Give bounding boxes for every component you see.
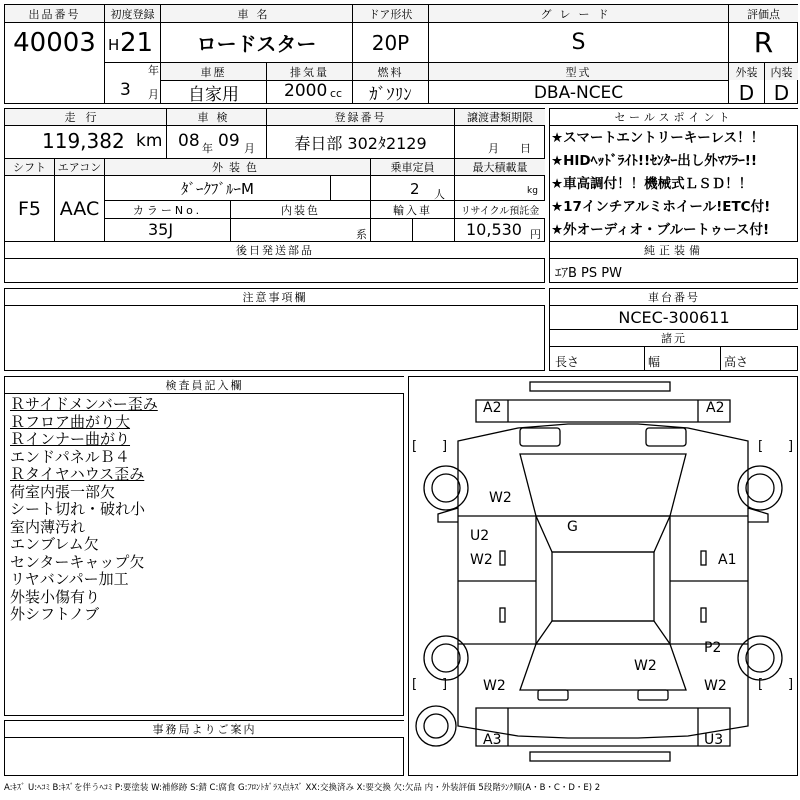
- height-label: 高さ: [724, 355, 749, 369]
- right-headlight: [646, 428, 686, 446]
- displacement-label: 排気量: [267, 63, 352, 80]
- int-color-unit: 系: [356, 228, 367, 241]
- mark-door-left-2: W2: [470, 552, 493, 568]
- history: 自家用: [188, 85, 239, 105]
- mark-front-left: A2: [483, 400, 502, 416]
- score-label: 評価点: [729, 5, 798, 22]
- plate-label: 登録番号: [267, 109, 454, 125]
- door-type: 20P: [371, 30, 410, 55]
- int-score: D: [773, 80, 790, 105]
- capacity-unit: 人: [434, 188, 445, 201]
- load-label: 最大積載量: [455, 159, 545, 175]
- caution-label: 注意事項欄: [5, 289, 545, 305]
- front-bumper-top: [530, 382, 670, 391]
- inspector-notes: [10, 396, 158, 624]
- windshield: [536, 516, 670, 552]
- inspection-month: 09: [218, 131, 240, 151]
- mark-rear-right-1: P2: [704, 640, 722, 656]
- mark-door-left-1: U2: [470, 528, 490, 544]
- inspector-note: エンドパネルＢ４: [10, 447, 130, 466]
- ext-color-label: 外装色: [105, 159, 370, 175]
- mark-rear-right-2: W2: [704, 678, 727, 694]
- rear-left-wheel: [424, 636, 468, 680]
- recycle-label: リサイクル預託金: [455, 201, 545, 218]
- later-parts-label: 後日発送部品: [5, 242, 545, 258]
- transfer-label: 譲渡書類期限: [455, 109, 545, 125]
- inspection-year-unit: 年: [202, 142, 213, 155]
- equipment: ｴｱB PS PW: [555, 266, 622, 281]
- recycle-unit: 円: [530, 228, 541, 241]
- trunk: [520, 644, 686, 690]
- left-headlight: [520, 428, 560, 446]
- color-no: 35J: [148, 220, 174, 239]
- rear-right-wheel: [738, 636, 782, 680]
- shift-label: シフト: [5, 159, 54, 175]
- load-unit: kg: [527, 186, 538, 196]
- month-unit: 月: [148, 88, 159, 101]
- inspector-note: 外装小傷有り: [10, 587, 101, 606]
- mark-rear-left: W2: [483, 678, 506, 694]
- inspector-note: シート切れ・破れ小: [10, 500, 146, 518]
- ext-score-label: 外装: [729, 63, 764, 80]
- svg-text:]: ]: [788, 439, 794, 454]
- recycle-fee: 10,530: [466, 220, 522, 239]
- ext-score: D: [738, 80, 755, 105]
- mark-trunk: W2: [634, 658, 657, 674]
- int-color-label: 内装色: [231, 201, 370, 218]
- hood: [520, 454, 686, 516]
- transfer-month-unit: 月: [488, 142, 499, 155]
- roof: [552, 552, 654, 621]
- mileage: 119,382: [42, 129, 125, 153]
- inspector-note: Ｒタイヤハウス歪み: [10, 465, 145, 483]
- inspector-note: Ｒサイドメンバー歪み: [10, 395, 158, 413]
- model-label: 型式: [429, 63, 728, 80]
- length-label: 長さ: [555, 355, 580, 369]
- mark-bumper-left: A3: [483, 732, 502, 748]
- sales-point: ★HIDﾍｯﾄﾞﾗｲﾄ!!ｾﾝﾀｰ出し外ﾏﾌﾗｰ!!: [551, 153, 758, 169]
- grade: S: [571, 30, 586, 55]
- air-conditioner: AAC: [59, 197, 100, 220]
- inspection-label: 車検: [167, 109, 266, 125]
- svg-text:]: ]: [442, 677, 448, 692]
- svg-text:]: ]: [788, 677, 794, 692]
- rear-glass: [536, 621, 670, 644]
- inspector-label: 検査員記入欄: [5, 377, 404, 393]
- fuel-label: 燃料: [353, 63, 428, 80]
- mark-glass: G: [567, 519, 578, 535]
- capacity: 2: [410, 180, 420, 198]
- chassis-number: NCEC-300611: [618, 308, 730, 327]
- ac-label: エアコン: [55, 159, 104, 175]
- mileage-label: 走行: [5, 109, 166, 125]
- mileage-unit: km: [136, 131, 163, 151]
- inspector-note: Ｒインナー曲がり: [10, 430, 131, 448]
- history-label: 車歴: [161, 63, 266, 80]
- lot-no-label: 出品番号: [5, 5, 104, 22]
- width-label: 幅: [648, 355, 661, 369]
- first-reg-year: 21: [120, 28, 154, 58]
- sales-point: ★車高調付！！機械式ＬＳＤ！！: [551, 176, 753, 192]
- rear-bumper: [476, 708, 730, 746]
- legend: A:ｷｽﾞ U:ﾍｺﾐ B:ｷｽﾞを伴うﾍｺﾐ P:要塗装 W:補修跡 S:錆 C:腐食 G:ﾌﾛﾝﾄｶﾞﾗｽ点ｷｽﾞ XX:交換済み X:要交換 欠:欠品 内・外装評価 5段階ﾗﾝｸ順(A・B・C・D・E) 2: [4, 783, 601, 793]
- int-score-label: 内装: [765, 63, 798, 80]
- front-right-wheel: [738, 466, 782, 510]
- sales-point: ★スマートエントリーキーレス！！: [551, 130, 765, 146]
- svg-text:[: [: [758, 677, 764, 692]
- displacement: 2000: [284, 81, 328, 101]
- office-label: 事務局よりご案内: [5, 721, 404, 737]
- mark-bumper-right: U3: [704, 732, 724, 748]
- svg-text:[: [: [412, 677, 418, 692]
- capacity-label: 乗車定員: [371, 159, 454, 175]
- front-bumper: [476, 400, 730, 422]
- era: H: [108, 36, 120, 54]
- sales-points-list: [551, 127, 798, 242]
- sales-point: ★外オーディオ・ブルートゥース付!: [551, 222, 770, 238]
- inspector-note: リヤバンパー加工: [10, 570, 129, 588]
- right-doors: [670, 516, 748, 644]
- sales-point: ★17インチアルミホイール!ETC付!: [551, 199, 771, 215]
- ext-color: ﾀﾞｰｸﾌﾞﾙｰM: [181, 179, 254, 198]
- inspector-note: 室内薄汚れ: [10, 517, 86, 536]
- inspection-year: 08: [178, 131, 200, 151]
- first-reg-month: 3: [120, 80, 131, 100]
- spare-wheel: [416, 706, 456, 746]
- inspector-note: センターキャップ欠: [10, 552, 145, 571]
- chassis-label: 車台番号: [550, 289, 798, 305]
- svg-text:[: [: [412, 439, 418, 454]
- overall-score: R: [753, 26, 774, 59]
- shift: F5: [17, 197, 42, 220]
- plate-number: 春日部 302ﾀ2129: [294, 133, 427, 153]
- inspector-note: 外シフトノブ: [10, 605, 100, 623]
- inspector-note: 荷室内張一部欠: [10, 482, 116, 501]
- mark-door-right: A1: [718, 552, 737, 568]
- svg-text:[: [: [758, 439, 764, 454]
- lot-number: 40003: [13, 28, 96, 58]
- svg-text:]: ]: [442, 439, 448, 454]
- dims-label: 諸元: [550, 330, 798, 346]
- mark-front-right: A2: [706, 400, 725, 416]
- fuel: ｶﾞｿﾘﾝ: [369, 85, 412, 105]
- inspector-note: Ｒフロア曲がり大: [10, 412, 131, 431]
- grade-label: グレード: [429, 5, 728, 22]
- color-no-label: カラーNo.: [105, 201, 230, 218]
- first-reg-label: 初度登録: [105, 5, 160, 22]
- model: DBA-NCEC: [533, 82, 624, 103]
- inspection-month-unit: 月: [244, 142, 255, 155]
- car-diagram: [408, 376, 798, 776]
- car-name: ロードスター: [196, 32, 317, 56]
- front-left-wheel: [424, 466, 468, 510]
- displacement-unit: cc: [330, 87, 343, 100]
- sales-points-label: セールスポイント: [550, 109, 798, 125]
- transfer-day-unit: 日: [520, 142, 531, 155]
- import-label: 輸入車: [371, 201, 454, 218]
- mark-hood-left: W2: [489, 490, 512, 506]
- year-unit: 年: [148, 64, 159, 77]
- equipment-label: 純正装備: [550, 242, 798, 258]
- inspector-note: エンブレム欠: [10, 535, 99, 553]
- door-label: ドア形状: [353, 5, 428, 22]
- car-name-label: 車名: [161, 5, 352, 22]
